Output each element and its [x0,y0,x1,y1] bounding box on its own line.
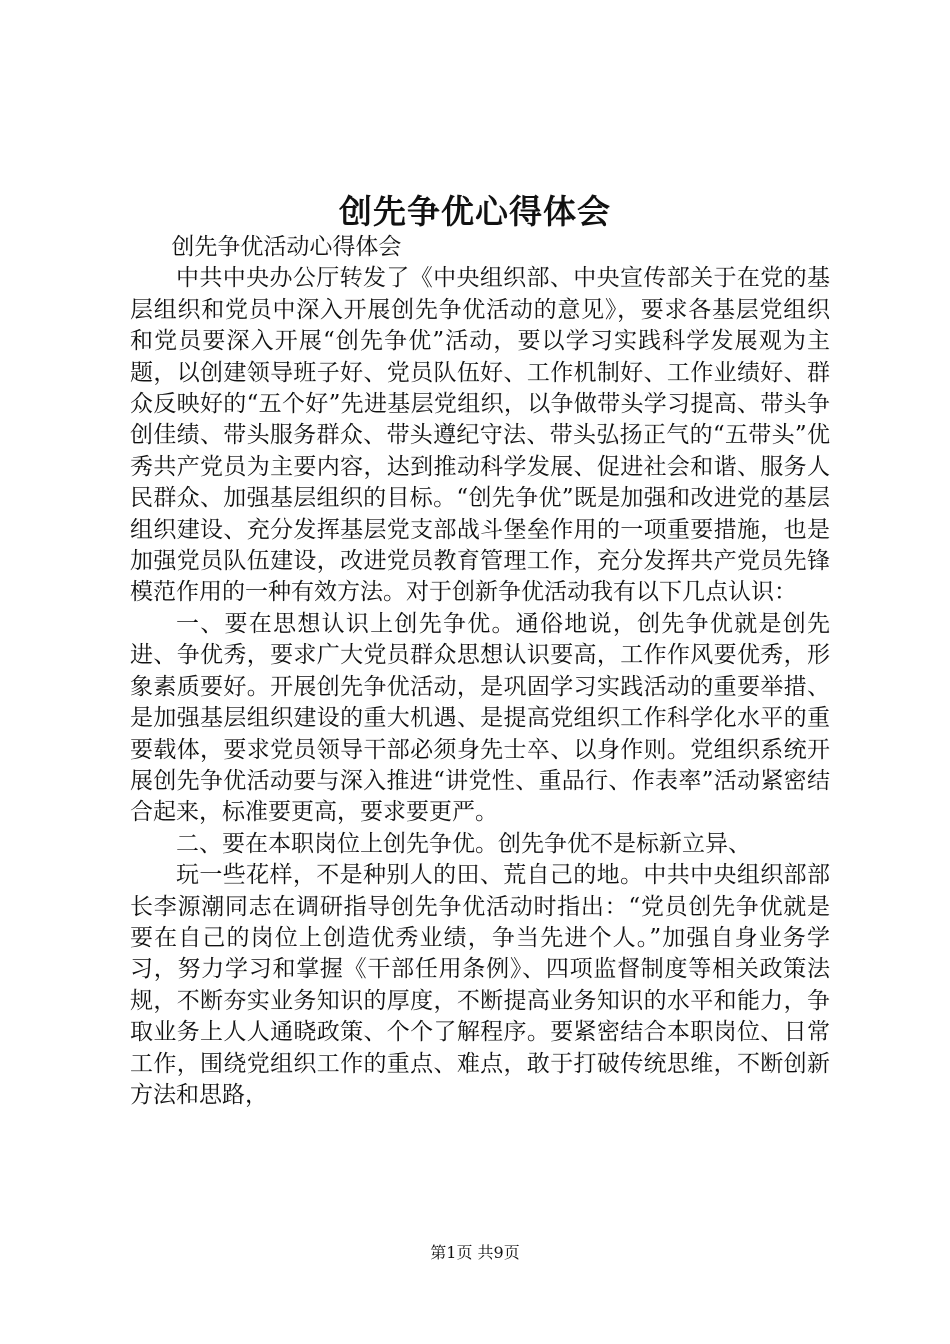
document-title: 创先争优心得体会 [339,192,611,231]
paragraph-point-2-continued: 玩一些花样，不是种别人的田、荒自己的地。中共中央组织部部长李源潮同志在调研指导创先争优活动时指出：“党员创先争优就是要在自己的岗位上创造优秀业绩，争当先进个人。”加强自身业务学习，努力学习和掌握《干部任用条例》、四项监督制度等相关政策法规，不断夯实业务知识的厚度，不断提高业务知识的水平和能力，争取业务上人人通晓政策、个个了解程序。要紧密结合本职岗位、日常工作，围绕党组织工作的重点、难点，敢于打破传统思维，不断创新方法和思路， [130,862,830,1108]
paragraph-intro: 中共中央办公厅转发了《中央组织部、中央宣传部关于在党的基层组织和党员中深入开展创先争优活动的意见》，要求各基层党组织和党员要深入开展“创先争优”活动，要以学习实践科学发展观为主题，以创建领导班子好、党员队伍好、工作机制好、工作业绩好、群众反映好的“五个好”先进基层党组织，以争做带头学习提高、带头争创佳绩、带头服务群众、带头遵纪守法、带头弘扬正气的“五带头”优秀共产党员为主要内容，达到推动科学发展、促进社会和谐、服务人民群众、加强基层组织的目标。“创先争优”既是加强和改进党的基层组织建设、充分发挥基层党支部战斗堡垒作用的一项重要措施，也是加强党员队伍建设，改进党员教育管理工作，充分发挥共产党员先锋模范作用的一种有效方法。对于创新争优活动我有以下几点认识： [130,265,830,606]
document-subtitle: 创先争优活动心得体会 [171,234,402,260]
page-number-footer: 第1页 共9页 [430,1243,520,1262]
document-body [130,232,830,1111]
paragraph-point-2: 二、要在本职岗位上创先争优。创先争优不是标新立异、 [176,830,751,857]
paragraph-point-1: 一、要在思想认识上创先争优。通俗地说，创先争优就是创先进、争优秀，要求广大党员群众思想认识要高，工作作风要优秀，形象素质要好。开展创先争优活动，是巩固学习实践活动的重要举措、是加强基层组织建设的重大机遇、是提高党组织工作科学化水平的重要载体，要求党员领导干部必须身先士卒、以身作则。党组织系统开展创先争优活动要与深入推进“讲党性、重品行、作表率”活动紧密结合起来，标准要更高，要求要更严。 [130,610,830,826]
